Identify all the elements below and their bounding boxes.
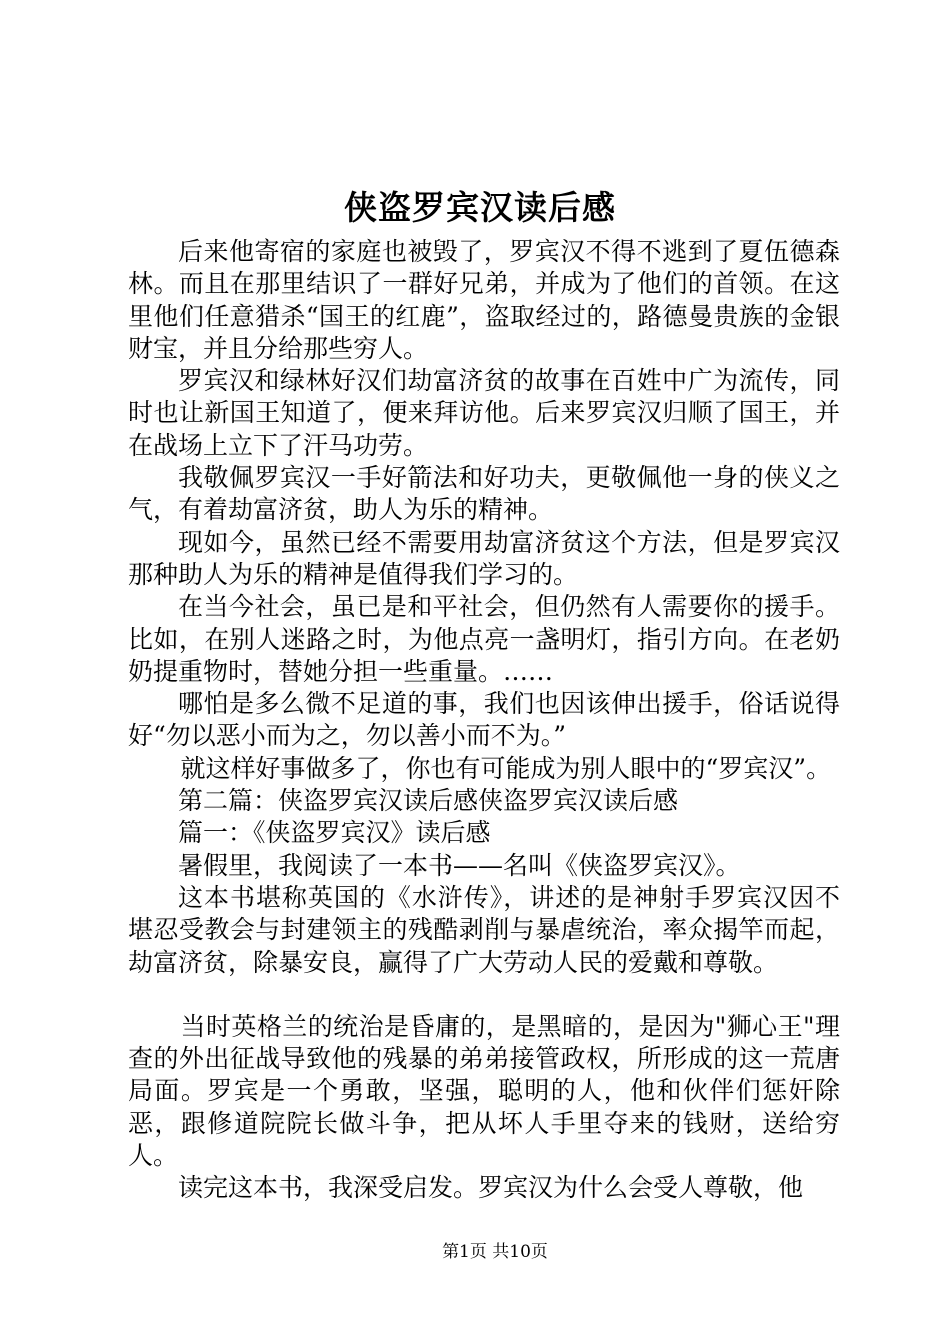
- paragraph: 后来他寄宿的家庭也被毁了，罗宾汉不得不逃到了夏伍德森林。而且在那里结识了一群好兄弟，并成为了他们的首领。在这里他们任意猎杀“国王的红鹿”，盗取经过的，路德曼贵族的金银财宝，并且分给那些穷人。: [128, 237, 840, 363]
- paragraph: 现如今，虽然已经不需要用劫富济贫这个方法，但是罗宾汉那种助人为乐的精神是值得我们学习的。: [128, 527, 840, 589]
- paragraph: 当时英格兰的统治是昏庸的，是黑暗的，是因为"狮心王"理查的外出征战导致他的残暴的弟弟接管政权，所形成的这一荒唐局面。罗宾是一个勇敢，坚强，聪明的人，他和伙伴们惩奸除恶，跟修道院院长做斗争，把从坏人手里夺来的钱财，送给穷人。: [128, 1011, 840, 1171]
- document-title: 侠盗罗宾汉读后感: [344, 188, 616, 227]
- paragraph: 在当今社会，虽已是和平社会，但仍然有人需要你的援手。比如，在别人迷路之时，为他点亮一盏明灯，指引方向。在老奶奶提重物时，替她分担一些重量。……: [128, 592, 840, 686]
- paragraph: 这本书堪称英国的《水浒传》，讲述的是神射手罗宾汉因不堪忍受教会与封建领主的残酷剥削与暴虐统治，率众揭竿而起，劫富济贫，除暴安良，赢得了广大劳动人民的爱戴和尊敬。: [128, 882, 840, 977]
- page-number-footer: 第1页 共10页: [442, 1242, 548, 1262]
- paragraph: 暑假里，我阅读了一本书——名叫《侠盗罗宾汉》。: [178, 850, 741, 880]
- section-subheading: 篇一：《侠盗罗宾汉》读后感: [178, 818, 491, 848]
- section-heading: 第二篇：侠盗罗宾汉读后感侠盗罗宾汉读后感: [178, 786, 679, 816]
- paragraph: 我敬佩罗宾汉一手好箭法和好功夫，更敬佩他一身的侠义之气，有着劫富济贫，助人为乐的精神。: [128, 463, 840, 525]
- paragraph: 罗宾汉和绿林好汉们劫富济贫的故事在百姓中广为流传，同时也让新国王知道了，便来拜访他。后来罗宾汉归顺了国王，并在战场上立下了汗马功劳。: [128, 366, 840, 460]
- paragraph: 就这样好事做多了，你也有可能成为别人眼中的“罗宾汉”。: [180, 753, 832, 783]
- document-body: [128, 236, 840, 1205]
- paragraph: 哪怕是多么微不足道的事，我们也因该伸出援手，俗话说得好“勿以恶小而为之，勿以善小而不为。”: [128, 689, 840, 751]
- paragraph: 读完这本书，我深受启发。罗宾汉为什么会受人尊敬，他: [178, 1173, 804, 1203]
